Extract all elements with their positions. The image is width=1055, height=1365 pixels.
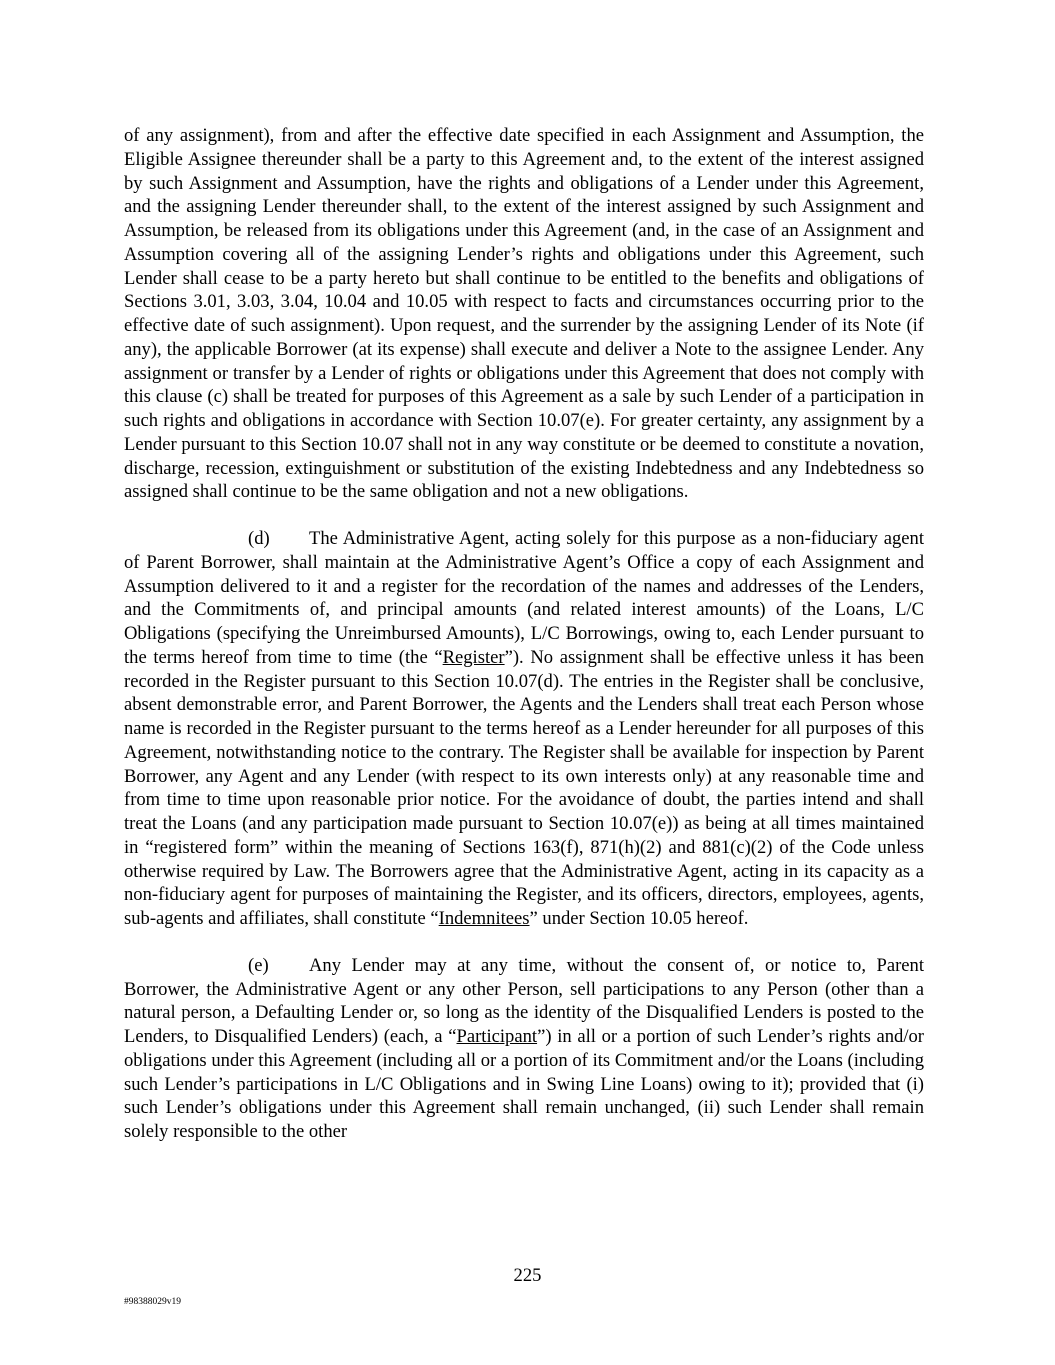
- paragraph-e: [124, 954, 924, 1144]
- document-body: [124, 124, 924, 1144]
- paragraph-text: ”). No assignment shall be effective unless it has been recorded in the Register pursuant to this Section 10.07(d). The entries in the Register shall be conclusive, absent demonstrable error, and Parent Borrower, the Agents and the Lenders shall treat each Person whose name is recorded in the Register pursuant to the terms hereof as a Lender hereunder for all purposes of this Agreement, notwithstanding notice to the contrary. The Register shall be available for inspection by Parent Borrower, any Agent and any Lender (with respect to its own interests only) at any reasonable time and from time to time upon reasonable prior notice. For the avoidance of doubt, the parties intend and shall treat the Loans (and any participation made pursuant to Section 10.07(e)) as being at all times maintained in “registered form” within the meaning of Sections 163(f), 871(h)(2) and 881(c)(2) of the Code unless otherwise required by Law. The Borrowers agree that the Administrative Agent, acting in its capacity as a non-fiduciary agent for purposes of maintaining the Register, and its officers, directors, employees, agents, sub-agents and affiliates, shall constitute “: [124, 646, 925, 929]
- paragraph-d: [124, 527, 924, 931]
- page-number: 225: [513, 1265, 542, 1286]
- paragraph-text: The Administrative Agent, acting solely for this purpose as a non-fiduciary agent of Parent Borrower, shall maintain at the Administrative Agent’s Office a copy of each Assignment and Assumption delivered to it and a register for the recordation of the names and addresses of the Lenders, and the Commitments of, and principal amounts (and related interest amounts) of the Loans, L/C Obligations (specifying the Unreimbursed Amounts), L/C Borrowings, owing to, each Lender pursuant to the terms hereof from time to time (the “: [124, 528, 924, 668]
- paragraph-text: ”) in all or a portion of such Lender’s rights and/or obligations under this Agreement (including all or a portion of its Commitment and/or the Loans (including such Lender’s participations in L/C Obligations and in Swing Line Loans) owing to it); provided that (i) such Lender’s obligations under this Agreement shall remain unchanged, (ii) such Lender shall remain solely responsible to the other: [124, 1026, 925, 1142]
- paragraph-text: of any assignment), from and after the effective date specified in each Assignment and Assumption, the Eligible Assignee thereunder shall be a party to this Agreement and, to the extent of the interest assigned by such Assignment and Assumption, have the rights and obligations of a Lender under this Agreement, and the assigning Lender thereunder shall, to the extent of the interest assigned by such Assignment and Assumption, be released from its obligations under this Agreement (and, in the case of an Assignment and Assumption covering all of the assigning Lender’s rights and obligations under this Agreement, such Lender shall cease to be a party hereto but shall continue to be entitled to the benefits and obligations of Sections 3.01, 3.03, 3.04, 10.04 and 10.05 with respect to facts and circumstances occurring prior to the effective date of such assignment). Upon request, and the surrender by the assigning Lender of its Note (if any), the applicable Borrower (at its expense) shall execute and deliver a Note to the assignee Lender. Any assignment or transfer by a Lender of rights or obligations under this Agreement that does not comply with this clause (c) shall be treated for purposes of this Agreement as a sale by such Lender of a participation in such rights and obligations in accordance with Section 10.07(e). For greater certainty, any assignment by a Lender pursuant to this Section 10.07 shall not in any way constitute or be deemed to constitute a novation, discharge, recession, extinguishment or substitution of the existing Indebtedness and any Indebtedness so assigned shall continue to be the same obligation and not a new obligations.: [124, 125, 924, 503]
- clause-label-e: (e): [248, 954, 269, 976]
- defined-term-register: Register: [442, 646, 505, 668]
- paragraph-text: Any Lender may at any time, without the consent of, or notice to, Parent Borrower, the Administrative Agent or any other Person, sell participations to any Person (other than a natural person, a Defaulting Lender or, so long as the identity of the Disqualified Lenders is posted to the Lenders, to Disqualified Lenders) (each, a “: [124, 954, 924, 1047]
- paragraph-text: ” under Section 10.05 hereof.: [529, 908, 749, 929]
- defined-term-indemnitees: Indemnitees: [438, 908, 530, 929]
- clause-label-d: (d): [248, 528, 270, 549]
- defined-term-participant: Participant: [456, 1026, 538, 1047]
- paragraph-continuation: [124, 124, 924, 504]
- document-id: #98388029v19: [124, 1297, 181, 1307]
